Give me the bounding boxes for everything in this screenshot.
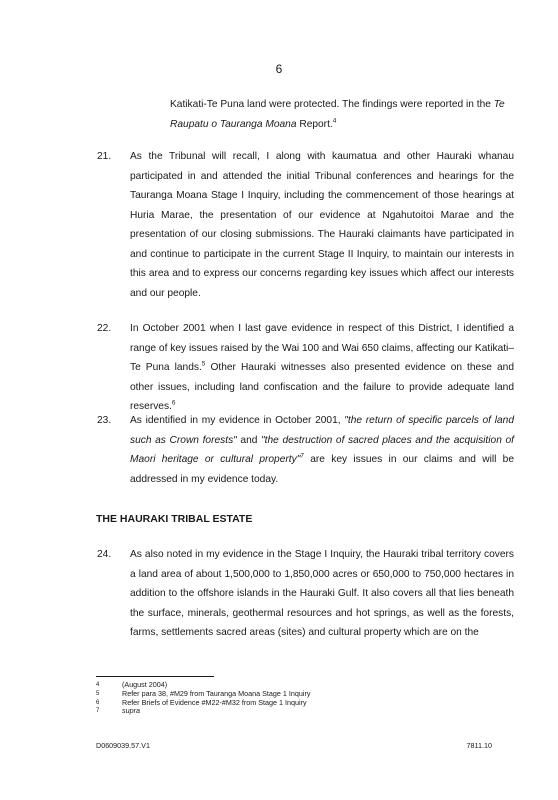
footnote-number: 5	[96, 690, 100, 697]
quote-1: "the return of specific parcels of land such as Crown forests"	[130, 415, 514, 446]
paragraph-number: 21.	[97, 151, 112, 162]
paragraph-21	[97, 147, 514, 303]
page-reference: 7811.10	[466, 741, 492, 750]
paragraph-text-2: Other Hauraki witnesses also presented evidence on these and other issues, including land confiscation and the failure to provide adequate land reserves.	[130, 362, 514, 412]
paragraph-24	[97, 545, 514, 643]
footnotes	[96, 681, 476, 716]
footnote-ref-5: 5	[201, 360, 206, 368]
footnote-number: 4	[96, 682, 100, 688]
paragraph-text	[130, 319, 514, 417]
paragraph-number: 24.	[97, 549, 112, 560]
quote-2: "the destruction of sacred places and the acquisition of Maori heritage or cultural property"	[130, 434, 514, 465]
footnote-text: Refer para 38, #M29 from Tauranga Moana Stage 1 Inquiry	[122, 688, 311, 698]
continuation-text-1: Katikati-Te Puna land were protected. The findings were reported in the	[170, 99, 494, 110]
footnote-divider	[96, 676, 214, 677]
page-number: 6	[275, 62, 283, 76]
paragraph-text: As the Tribunal will recall, I along with kaumatua and other Hauraki whanau participated in and attended the initial Tribunal conferences and hearings for the Tauranga Moana Stage I Inquiry, including the commencement of those hearings at Huria Marae, the presentation of our evidence at Ngahutoitoi Marae and the presentation of our closing submissions. The Hauraki claimants have participated in and continue to participate in the current Stage II Inquiry, to maintain our interests in this area and to express our concerns regarding key issues which affect our interests and our people.	[130, 151, 514, 299]
footnote-ref-7: 7	[300, 452, 304, 460]
report-title: Te Raupatu o Tauranga Moana	[170, 99, 505, 130]
paragraph-text-1: As identified in my evidence in October 2001,	[130, 415, 345, 426]
footnote	[96, 707, 476, 716]
continuation-text-2: Report.	[296, 118, 333, 130]
footnote-ref-4: 4	[332, 117, 337, 125]
paragraph-number: 23.	[97, 415, 112, 426]
paragraph-text	[130, 411, 514, 489]
section-heading: THE HAURAKI TRIBAL ESTATE	[96, 513, 253, 525]
paragraph-text-2: and	[236, 434, 262, 446]
footnote-text: supra	[122, 706, 140, 716]
paragraph-number: 22.	[97, 323, 112, 334]
footnote-text: (August 2004)	[122, 680, 168, 689]
paragraph-text: As also noted in my evidence in the Stage I Inquiry, the Hauraki tribal territory covers a land area of about 1,500,000 to 1,850,000 acres or 650,000 to 750,000 hectares in addition to the offshore islands in the Hauraki Gulf. It also covers all that lies beneath the surface, minerals, geothermal resources and hot springs, as well as the forests, farms, settlements sacred areas (sites) and cultural property which are on the	[130, 549, 514, 638]
paragraph-22	[97, 319, 514, 417]
footnote-ref-6: 6	[171, 399, 176, 407]
footnote-text: Refer Briefs of Evidence #M22-#M32 from Stage 1 Inquiry	[122, 697, 307, 707]
footnote	[96, 699, 476, 708]
paragraph-text-3: are key issues in our claims and will be addressed in my evidence today.	[130, 454, 514, 485]
paragraph-23	[97, 411, 514, 489]
paragraph-text-1: In October 2001 when I last gave evidence in respect of this District, I identified a range of key issues raised by the Wai 100 and Wai 650 claims, affecting our Katikati–Te Puna lands.	[130, 323, 514, 373]
footnote-number: 6	[96, 699, 100, 706]
continuation-text	[170, 95, 510, 134]
document-reference: D0609039.57.V1	[96, 741, 150, 750]
footnote-number: 7	[96, 708, 100, 715]
